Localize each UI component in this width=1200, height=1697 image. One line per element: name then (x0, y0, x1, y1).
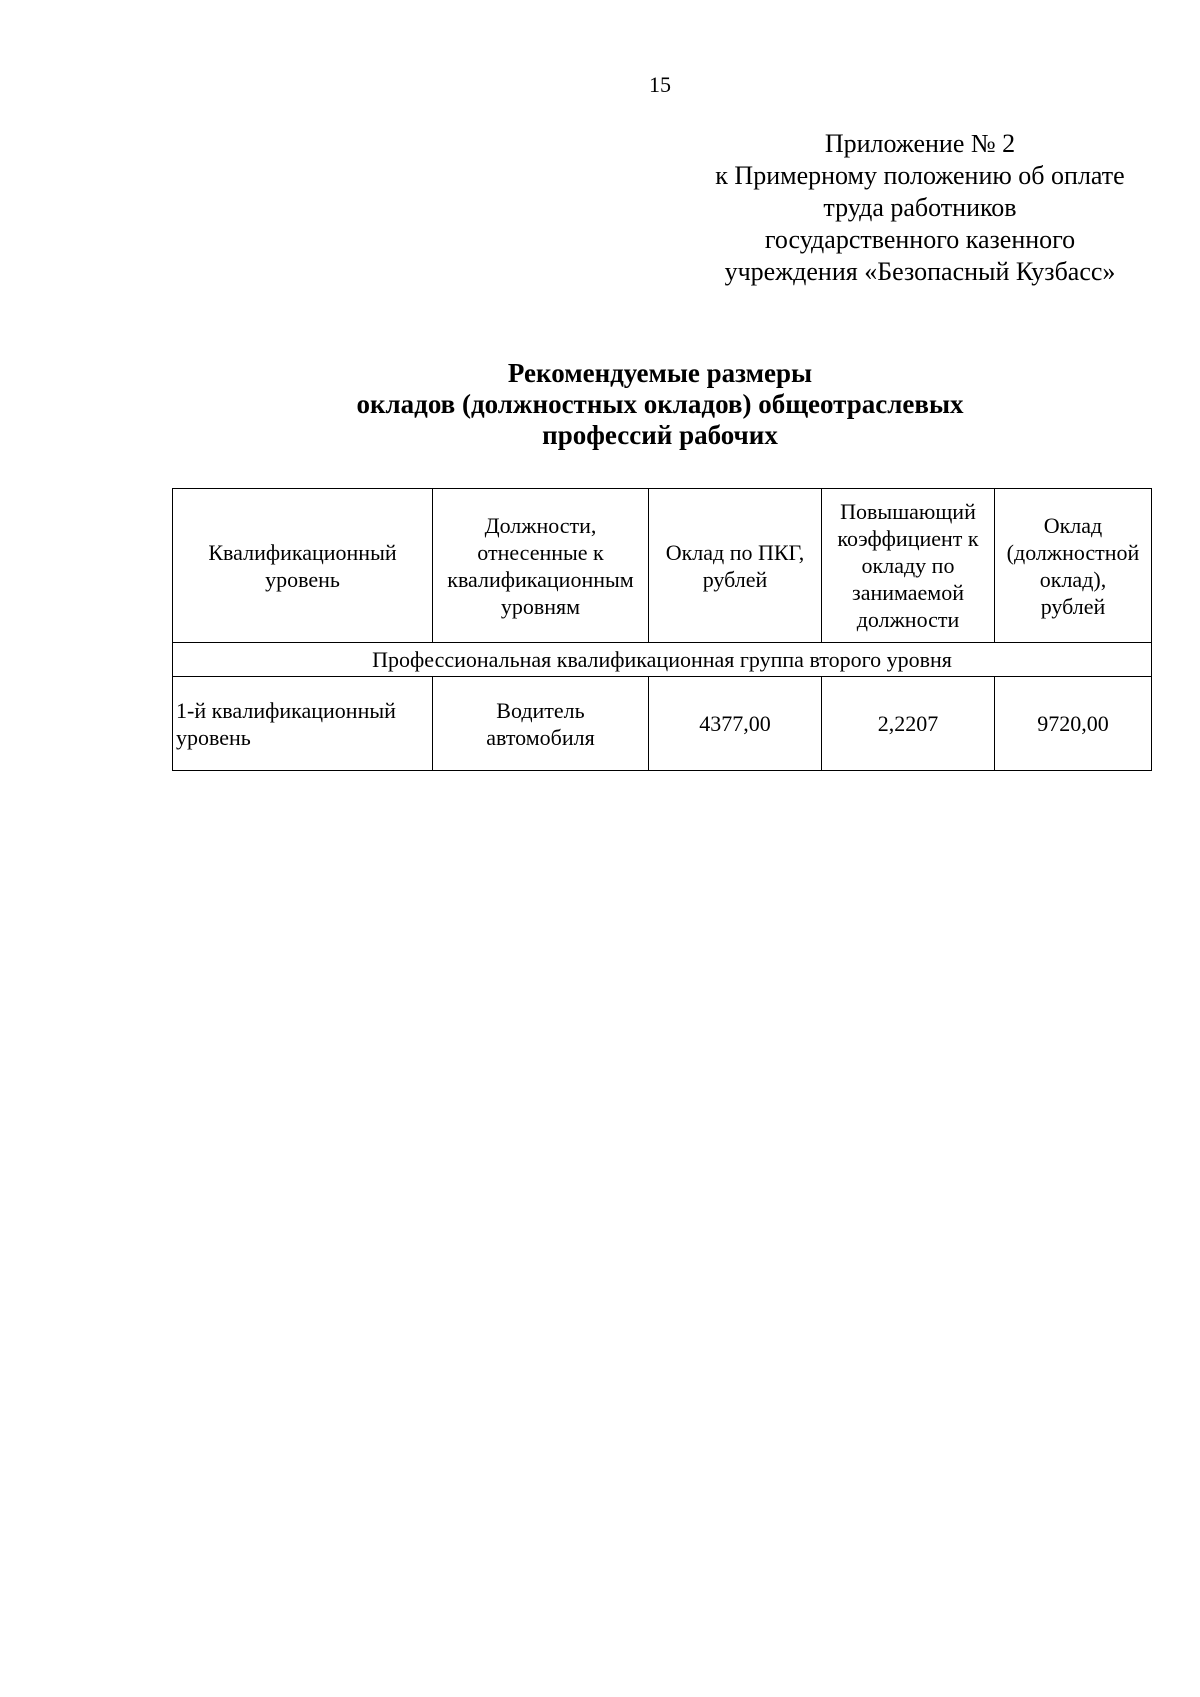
cell-coefficient: 2,2207 (822, 677, 995, 771)
title-line: окладов (должностных окладов) общеотраслевых (356, 389, 964, 419)
appendix-line: государственного казенного (764, 225, 1076, 254)
header-pkg-salary: Оклад по ПКГ, рублей (649, 489, 822, 643)
header-positions: Должности, отнесенные к квалификационным уровням (433, 489, 649, 643)
table-header-row (173, 489, 1152, 643)
header-qualification-level: Квалификационный уровень (173, 489, 433, 643)
header-coefficient: Повышающий коэффициент к окладу по занимаемой должности (822, 489, 995, 643)
cell-level: 1-й квалификационный уровень (173, 677, 433, 771)
salary-table (172, 488, 1152, 771)
page-number: 15 (649, 72, 671, 97)
cell-salary: 9720,00 (995, 677, 1152, 771)
appendix-line: к Примерному положению об оплате (715, 161, 1125, 190)
table-row (173, 677, 1152, 771)
cell-position: Водитель автомобиля (433, 677, 649, 771)
title-line: Рекомендуемые размеры (507, 358, 813, 388)
appendix-reference (660, 128, 1180, 288)
document-title (172, 358, 1148, 451)
appendix-line: Приложение № 2 (824, 129, 1016, 158)
appendix-line: учреждения «Безопасный Кузбасс» (724, 257, 1116, 286)
cell-pkg-salary: 4377,00 (649, 677, 822, 771)
header-salary: Оклад (должностной оклад), рублей (995, 489, 1152, 643)
table-group-row (173, 643, 1152, 677)
title-line: профессий рабочих (542, 420, 778, 450)
group-label: Профессиональная квалификационная группа второго уровня (173, 643, 1152, 677)
appendix-line: труда работников (823, 193, 1017, 222)
